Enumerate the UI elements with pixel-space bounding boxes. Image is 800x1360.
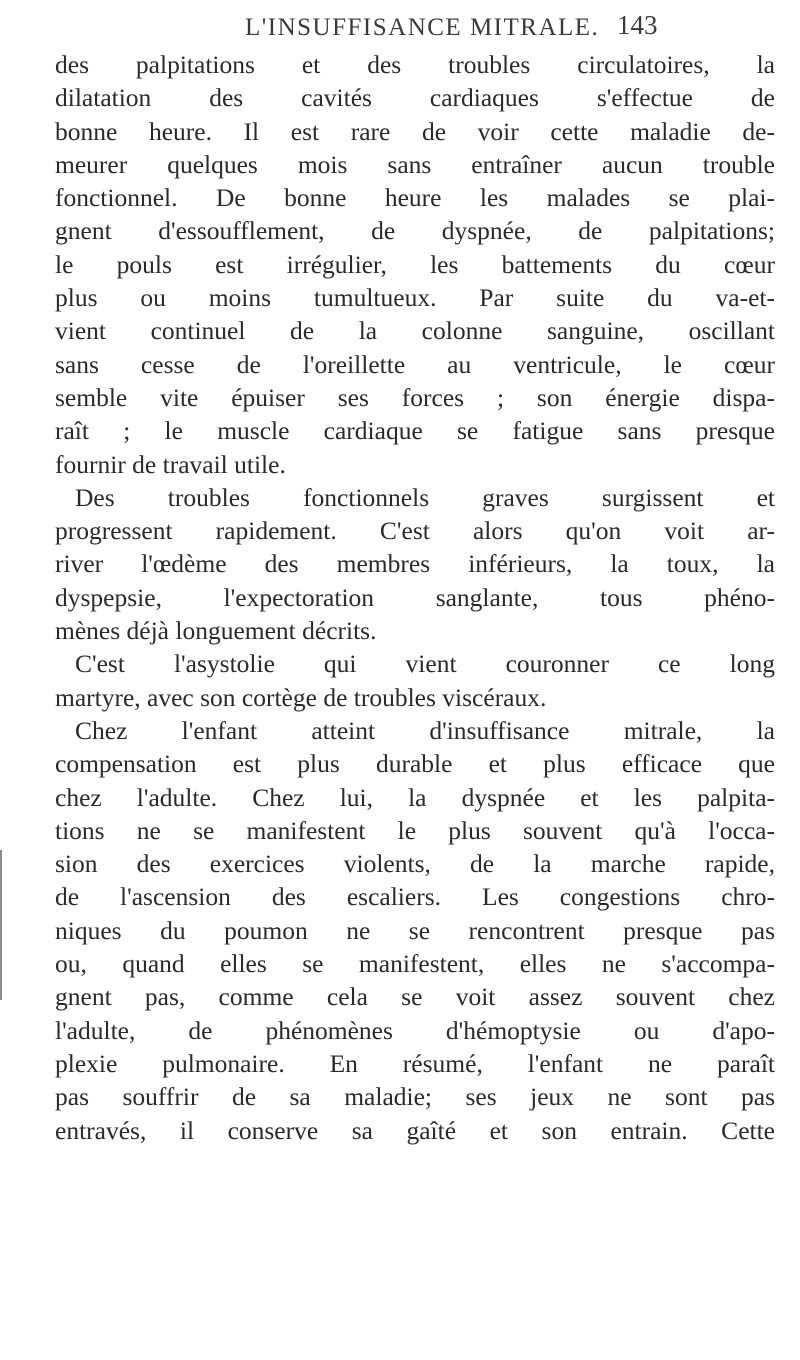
text-line: mènes déjà longuement décrits.: [55, 616, 377, 646]
text-line: gnent pas, comme cela se voit assez souvent chez: [55, 982, 775, 1012]
text-line: ou, quand elles se manifestent, elles ne s'accompa-: [55, 949, 775, 979]
text-line: l'adulte, de phénomènes d'hémoptysie ou d'apo-: [55, 1015, 775, 1045]
text-line: raît ; le muscle cardiaque se fatigue sans presque: [55, 416, 775, 446]
text-line: semble vite épuiser ses forces ; son énergie dispa-: [55, 382, 775, 412]
text-line: gnent d'essoufflement, de dyspnée, de palpitations;: [55, 216, 775, 246]
page-number: 143: [617, 10, 658, 40]
text-line: martyre, avec son cortège de troubles viscéraux.: [55, 682, 547, 712]
text-line: sans cesse de l'oreillette au ventricule, le cœur: [55, 349, 775, 379]
text-line: Des troubles fonctionnels graves surgissent et: [75, 482, 775, 512]
text-line: entravés, il conserve sa gaîté et son entrain. Cette: [55, 1115, 775, 1145]
text-line: vient continuel de la colonne sanguine, oscillant: [55, 316, 775, 346]
text-line: dyspepsie, l'expectoration sanglante, tous phéno-: [55, 582, 775, 612]
text-line: le pouls est irrégulier, les battements du cœur: [55, 249, 775, 279]
text-line: tions ne se manifestent le plus souvent qu'à l'occa-: [55, 815, 775, 845]
text-line: progressent rapidement. C'est alors qu'on voit ar-: [55, 516, 775, 546]
text-line: river l'œdème des membres inférieurs, la toux, la: [55, 549, 775, 579]
chapter-title: L'INSUFFISANCE MITRALE.: [245, 14, 600, 41]
text-line: chez l'adulte. Chez lui, la dyspnée et les palpita-: [55, 782, 775, 812]
text-line: de l'ascension des escaliers. Les congestions chro-: [55, 882, 775, 912]
text-line: Chez l'enfant atteint d'insuffisance mitrale, la: [75, 715, 775, 745]
text-line: fonctionnel. De bonne heure les malades se plai-: [55, 183, 775, 213]
text-line: meurer quelques mois sans entraîner aucun trouble: [55, 149, 775, 179]
text-line: pas souffrir de sa maladie; ses jeux ne sont pas: [55, 1082, 775, 1112]
running-head: [0, 6, 800, 46]
text-line: bonne heure. Il est rare de voir cette maladie de-: [55, 116, 775, 146]
text-line: compensation est plus durable et plus efficace que: [55, 749, 775, 779]
text-line: C'est l'asystolie qui vient couronner ce long: [75, 649, 775, 679]
text-line: des palpitations et des troubles circulatoires, la: [55, 50, 775, 79]
body-text: [55, 48, 775, 1147]
text-line: plexie pulmonaire. En résumé, l'enfant ne paraît: [55, 1048, 775, 1078]
text-line: plus ou moins tumultueux. Par suite du va-et-: [55, 283, 775, 313]
text-line: fournir de travail utile.: [55, 449, 286, 479]
text-line: dilatation des cavités cardiaques s'effectue de: [55, 83, 775, 113]
text-line: niques du poumon ne se rencontrent presque pas: [55, 915, 775, 945]
text-line: sion des exercices violents, de la marche rapide,: [55, 849, 775, 879]
margin-mark: [0, 850, 2, 1000]
